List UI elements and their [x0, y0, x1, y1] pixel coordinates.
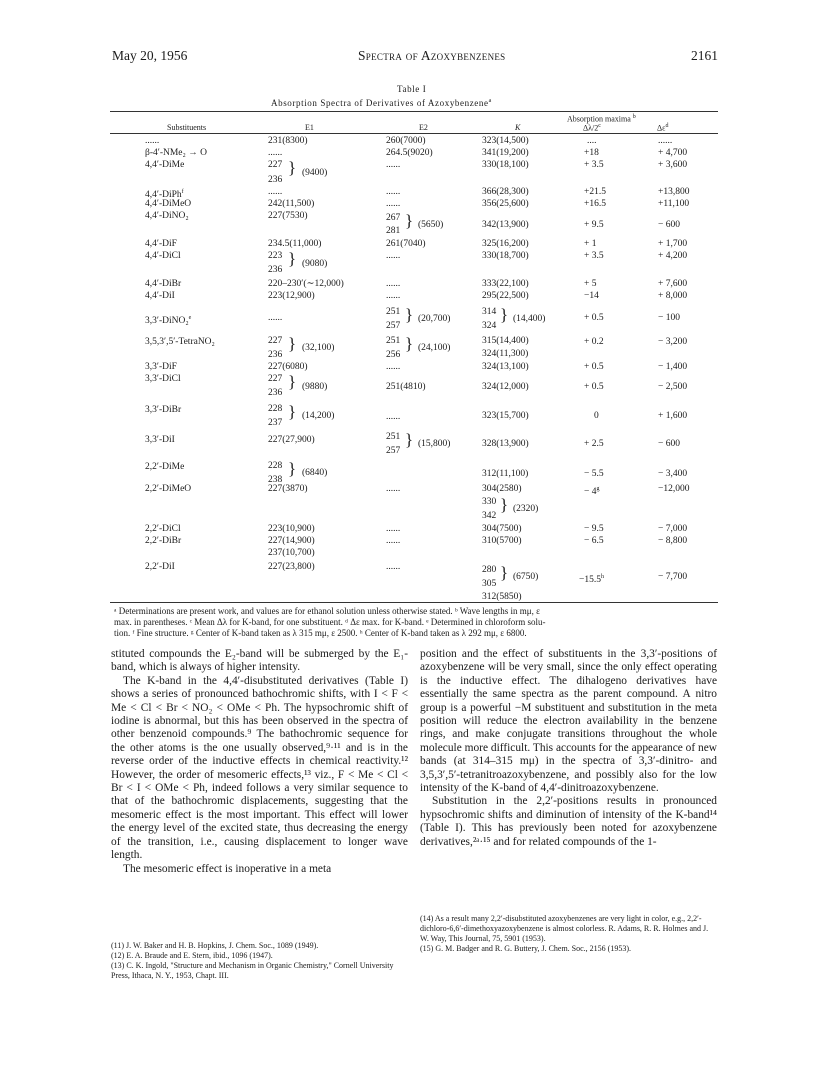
cell-substituent: 2,2′-DiMe — [145, 462, 185, 472]
cell-k: 323(14,500) — [482, 136, 529, 146]
cell-de: + 1,600 — [658, 411, 688, 421]
cell-dl-text: −15.5 — [579, 575, 601, 586]
cell-dl: + 3.5 — [584, 160, 604, 170]
cell-k: 304(7500) — [482, 524, 522, 534]
cell-de: − 3,200 — [658, 337, 688, 347]
cell-de: − 3,400 — [658, 469, 688, 479]
cell-dl: − 5.5 — [584, 469, 604, 479]
table-row — [0, 524, 829, 535]
col-header-dl-text: Δλ/2 — [583, 123, 599, 133]
cell-de: − 600 — [658, 439, 680, 449]
cell-k-a: 314 — [482, 307, 497, 317]
cell-k: 304(2580) — [482, 484, 522, 494]
cell-k-2: 312(5850) — [482, 592, 522, 602]
cell-e2: ...... — [386, 524, 401, 534]
cell-de: − 7,700 — [658, 572, 688, 582]
table-row — [0, 158, 829, 185]
cell-dl: + 0.5 — [584, 313, 604, 323]
cell-k: 295(22,500) — [482, 291, 529, 301]
cell-e2: ...... — [386, 362, 401, 372]
cell-e2: ...... — [386, 412, 401, 422]
group-header-text: Absorption maxima — [567, 114, 631, 124]
cell-dl: − 9.5 — [584, 524, 604, 534]
cell-k: 342(13,900) — [482, 220, 529, 230]
cell-substituent-mark: f — [181, 189, 184, 195]
cell-e1-value: (9880) — [302, 382, 328, 392]
table-title — [271, 98, 492, 108]
cell-e1: 242(11,500) — [268, 199, 315, 209]
cell-k-value: (2320) — [513, 504, 539, 514]
cell-k: 323(15,700) — [482, 411, 529, 421]
cell-e2-value: (15,800) — [418, 439, 451, 449]
cell-e1-a: 228 — [268, 461, 283, 471]
cell-e2-value: (5650) — [418, 220, 444, 230]
cell-dl: −14 — [584, 291, 599, 301]
cell-e1-a: 228 — [268, 404, 283, 414]
cell-dl: + 9.5 — [584, 220, 604, 230]
table-footnote-3: tion. ᶠ Fine structure. ᵍ Center of K-band taken as λ 315 mμ, ε 2500. ʰ Center of K-band taken as λ 292 mμ, ε 6800. — [114, 628, 527, 638]
cell-k: 330(18,700) — [482, 251, 529, 261]
cell-e1: 227(27,900) — [268, 435, 315, 445]
cell-e2-b: 257 — [386, 321, 401, 331]
cell-de: + 3,600 — [658, 160, 688, 170]
cell-e1: 227(6080) — [268, 362, 308, 372]
cell-substituent: 3,3′-DiI — [145, 435, 175, 445]
cell-dl: + 1 — [584, 239, 597, 249]
cell-substituent: 4,4′-DiCl — [145, 251, 181, 261]
cell-dl: + 2.5 — [584, 439, 604, 449]
cell-e1: ...... — [268, 187, 283, 197]
cell-e1-a: 227 — [268, 374, 283, 384]
reference-item: (15) G. M. Badger and R. G. Buttery, J. Chem. Soc., 2156 (1953). — [420, 944, 632, 953]
cell-e2: ...... — [386, 291, 401, 301]
running-header-title: Spectra of Azoxybenzenes — [358, 48, 506, 63]
brace-icon: } — [405, 211, 414, 230]
cell-dl-mark: h — [600, 574, 604, 580]
table-row — [0, 148, 829, 159]
right-column — [420, 648, 717, 849]
cell-substituent: 3,3′-DiBr — [145, 405, 182, 415]
cell-e1: 227(7530) — [268, 211, 308, 221]
table-row — [0, 402, 829, 428]
table-row — [0, 211, 829, 236]
cell-e2: ...... — [386, 279, 401, 289]
table-row — [0, 136, 829, 147]
paragraph: position and the effect of substituents in the 3,3′-positions of azoxybenzene will be very small, since the only effect operating is the inductive effect. The dihalogeno derivatives have essentially the same spectra as the parent compound. A nitro group is a powerful −M substituent and substitution in the meta position will reduce the electron availability in the benzene rings, and make conjugate transitions throughout the whole molecule more difficult. This accounts for the appearance of new bands (at 314–315 mμ) in the spectra of 3,3′-dinitro- and 3,5,3′,5′-tetranitroazoxybenzene, and possibly also for the low intensity of the K-band of 4,4′-dinitroazoxybenzene. — [420, 648, 717, 795]
brace-icon: } — [405, 305, 414, 324]
brace-icon: } — [288, 158, 297, 177]
cell-e1-b: 236 — [268, 350, 283, 360]
col-header-de-text: Δε — [657, 123, 666, 133]
brace-icon: } — [288, 334, 297, 353]
cell-dl: +16.5 — [584, 199, 606, 209]
running-header-date: May 20, 1956 — [112, 48, 188, 63]
cell-e2-b: 281 — [386, 226, 401, 236]
cell-substituent-mark: e — [188, 315, 192, 321]
cell-k: 366(28,300) — [482, 187, 529, 197]
cell-dl — [579, 572, 604, 586]
cell-k: 356(25,600) — [482, 199, 529, 209]
table-top-rule — [110, 111, 718, 112]
cell-e1: 234.5(11,000) — [268, 239, 322, 249]
cell-e1: 227(23,800) — [268, 562, 315, 572]
cell-substituent: 2,2′-DiMeO — [145, 484, 192, 494]
cell-de: + 8,000 — [658, 291, 688, 301]
cell-e2: ...... — [386, 160, 401, 170]
cell-substituent-text: 4,4′-DiPh — [145, 190, 182, 201]
cell-e2: ...... — [386, 484, 401, 494]
cell-e2: ...... — [386, 187, 401, 197]
cell-de: + 4,700 — [658, 148, 688, 158]
cell-e2-b: 257 — [386, 446, 401, 456]
cell-substituent: 2,2′-DiBr — [145, 536, 182, 546]
cell-de: +13,800 — [658, 187, 690, 197]
cell-e1-value: (32,100) — [302, 343, 335, 353]
cell-e1: 227(14,900) — [268, 536, 315, 546]
brace-icon: } — [500, 305, 509, 324]
table-footnote-1: ᵃ Determinations are present work, and values are for ethanol solution unless otherwise stated. ᵇ Wave lengths in mμ, ε — [114, 606, 540, 616]
table-row — [0, 536, 829, 558]
cell-substituent: 4,4′-DiMe — [145, 160, 185, 170]
cell-k-value: (6750) — [513, 572, 539, 582]
col-header-e2: E2 — [419, 123, 428, 132]
cell-k-a: 330 — [482, 497, 497, 507]
cell-de: − 2,500 — [658, 382, 688, 392]
cell-dl: + 5 — [584, 279, 597, 289]
table-row — [0, 430, 829, 456]
col-header-dl — [583, 123, 601, 133]
reference-item: (12) E. A. Braude and E. Stern, ibid., 1096 (1947). — [111, 951, 273, 960]
cell-e1-b: 236 — [268, 265, 283, 275]
page-number: 2161 — [691, 48, 718, 63]
cell-dl: + 0.2 — [584, 337, 604, 347]
cell-dl — [584, 484, 599, 498]
cell-de: −12,000 — [658, 484, 690, 494]
paragraph: The mesomeric effect is inoperative in a meta — [123, 862, 332, 875]
cell-e2-value: (20,700) — [418, 314, 451, 324]
brace-icon: } — [288, 249, 297, 268]
table-header-rule — [110, 133, 718, 134]
cell-k-a: 280 — [482, 565, 497, 575]
cell-e2: ...... — [386, 536, 401, 546]
group-header — [567, 114, 636, 124]
cell-de: − 1,400 — [658, 362, 688, 372]
cell-e1: 227(3870) — [268, 484, 308, 494]
cell-dl: + 3.5 — [584, 251, 604, 261]
col-header-e1: E1 — [305, 123, 314, 132]
cell-e1-a: 223 — [268, 251, 283, 261]
cell-dl-text: − 4 — [584, 487, 597, 498]
cell-de: + 1,700 — [658, 239, 688, 249]
table-row — [0, 305, 829, 331]
brace-icon: } — [405, 430, 414, 449]
cell-e1: 220–230′(∼12,000) — [268, 279, 344, 289]
table-row — [0, 187, 829, 201]
table-title-mark: a — [488, 98, 492, 104]
cell-e1: ...... — [268, 313, 283, 323]
cell-de: − 8,800 — [658, 536, 688, 546]
cell-de: − 600 — [658, 220, 680, 230]
table-row — [0, 239, 829, 250]
cell-substituent: 3,3′-DiF — [145, 362, 177, 372]
cell-substituent: 4,4′-DiF — [145, 239, 177, 249]
cell-dl: +21.5 — [584, 187, 606, 197]
cell-dl: .... — [587, 136, 597, 146]
cell-e1-a: 227 — [268, 336, 283, 346]
brace-icon: } — [405, 334, 414, 353]
cell-e2: 251(4810) — [386, 382, 426, 392]
cell-e2: ...... — [386, 199, 401, 209]
cell-de: + 7,600 — [658, 279, 688, 289]
table-row — [0, 484, 829, 521]
cell-dl: − 6.5 — [584, 536, 604, 546]
cell-k-b: 342 — [482, 511, 497, 521]
cell-k: 310(5700) — [482, 536, 522, 546]
cell-dl: 0 — [594, 411, 599, 421]
brace-icon: } — [500, 563, 509, 582]
cell-k: 324(12,000) — [482, 382, 529, 392]
left-column — [111, 648, 408, 876]
cell-k: 333(22,100) — [482, 279, 529, 289]
brace-icon: } — [288, 459, 297, 478]
cell-e1-value: (14,200) — [302, 411, 335, 421]
cell-e2: 261(7040) — [386, 239, 426, 249]
cell-substituent: 3,5,3′,5′-TetraNO₂ — [145, 337, 215, 347]
cell-e1-value: (9400) — [302, 168, 328, 178]
cell-dl-mark: g — [596, 486, 600, 492]
cell-dl: +18 — [584, 148, 599, 158]
table-row — [0, 372, 829, 398]
cell-substituent-text: 3,3′-DiNO₂ — [145, 316, 189, 327]
cell-k: 324(13,100) — [482, 362, 529, 372]
cell-e1-2: 237(10,700) — [268, 548, 315, 558]
cell-e1: 223(10,900) — [268, 524, 315, 534]
cell-e1-b: 236 — [268, 388, 283, 398]
references-right — [420, 914, 717, 954]
table-row — [0, 291, 829, 302]
cell-e2: ...... — [386, 562, 401, 572]
paragraph: The K-band in the 4,4′-disubstituted derivatives (Table I) shows a series of pronounced bathochromic shifts, with I < F < Me < Cl < Br < NO₂ < OMe < Ph. The hypsochromic shift of iodine is abnormal, but this has been observed in the spectra of other benzenoid compounds.⁹ The bathochromic sequence for the other atoms is the one usually observed,⁹·¹¹ and is in the reverse order of the inductive effects in chemical reactivity.¹² However, the order of mesomeric effects,¹³ viz., F < Me < Cl < Br < I < OMe < Ph, indeed follows a very similar sequence to that of the bathochromic displacements, suggesting that the mesomeric effect is the most important. This effect will lower the energy level of the excited state, thus decreasing the energy of the transition, i.e., causing displacement to longer wave length. — [111, 674, 408, 862]
cell-substituent: 4,4′-DiNO₂ — [145, 211, 189, 221]
cell-de: − 100 — [658, 313, 680, 323]
cell-e1-a: 227 — [268, 160, 283, 170]
cell-k: 312(11,100) — [482, 469, 529, 479]
paragraph: stituted compounds the E₂-band will be submerged by the E₁-band, which is always of higher intensity. — [111, 648, 408, 674]
reference-item: (11) J. W. Baker and H. B. Hopkins, J. Chem. Soc., 1089 (1949). — [111, 941, 319, 950]
cell-substituent: 4,4′-DiBr — [145, 279, 182, 289]
cell-substituent: 2,2′-DiI — [145, 562, 175, 572]
paragraph: Substitution in the 2,2′-positions results in pronounced hypsochromic shifts and diminution of intensity of the K-band¹⁴ (Table I). This has previously been noted for azoxybenzene derivatives,²ᵃ·¹⁵ and for related compounds of the 1- — [420, 795, 717, 848]
cell-k: 328(13,900) — [482, 439, 529, 449]
cell-de: − 7,000 — [658, 524, 688, 534]
cell-de: ...... — [658, 136, 673, 146]
col-header-de — [657, 123, 669, 133]
cell-de: +11,100 — [658, 199, 690, 209]
cell-e1: 223(12,900) — [268, 291, 315, 301]
col-header-de-mark: d — [665, 123, 669, 129]
cell-e1-value: (9080) — [302, 259, 328, 269]
cell-substituent: 3,3′-DiCl — [145, 374, 181, 384]
cell-e2-value: (24,100) — [418, 343, 451, 353]
table-row — [0, 562, 829, 602]
table-label: Table I — [397, 84, 427, 94]
cell-substituent — [145, 313, 191, 327]
cell-e2: ...... — [386, 251, 401, 261]
col-header-substituents: Substituents — [167, 123, 207, 132]
table-row — [0, 279, 829, 290]
cell-substituent: β-4′-NMe₂ → O — [145, 148, 207, 158]
cell-k: 341(19,200) — [482, 148, 529, 158]
cell-e2-b: 256 — [386, 350, 401, 360]
table-row — [0, 362, 829, 373]
cell-dl: + 0.5 — [584, 362, 604, 372]
cell-e2-a: 251 — [386, 432, 401, 442]
cell-e2: 260(7000) — [386, 136, 426, 146]
cell-e2: 264.5(9020) — [386, 148, 433, 158]
cell-e1-b: 238 — [268, 475, 283, 485]
table-title-text: Absorption Spectra of Derivatives of Azoxybenzene — [271, 98, 489, 108]
cell-k-b: 305 — [482, 579, 497, 589]
cell-k-2: 324(11,300) — [482, 349, 529, 359]
cell-k: 315(14,400) — [482, 336, 529, 346]
table-row — [0, 199, 829, 210]
reference-item: (14) As a result many 2,2′-disubstituted azoxybenzenes are very light in color, e.g., 2,2′-dichloro-6,6′-dimethoxyazoxybenzene is almost colorless. R. Adams, R. R. Holmes and J. W. Way, This Journal, 75, 5901 (1953). — [420, 914, 709, 943]
cell-substituent: 4,4′-DiMeO — [145, 199, 192, 209]
table-footnote-2: max. in parentheses. ᶜ Mean Δλ for K-band, for one substituent. ᵈ Δε max. for K-band. ᵉ Determined in chloroform solu- — [114, 617, 546, 627]
cell-de: + 4,200 — [658, 251, 688, 261]
cell-e1: ...... — [268, 148, 283, 158]
cell-e2-a: 251 — [386, 336, 401, 346]
references-left — [111, 941, 408, 981]
brace-icon: } — [288, 372, 297, 391]
col-header-k: K — [515, 123, 521, 132]
cell-e1: 231(8300) — [268, 136, 308, 146]
reference-item: (13) C. K. Ingold, "Structure and Mechanism in Organic Chemistry," Cornell University Press, Ithaca, N. Y., 1953, Chapt. III. — [111, 961, 394, 980]
cell-substituent: 2,2′-DiCl — [145, 524, 181, 534]
cell-k: 325(16,200) — [482, 239, 529, 249]
cell-e1-b: 237 — [268, 418, 283, 428]
cell-dl: + 0.5 — [584, 382, 604, 392]
cell-e2-a: 267 — [386, 213, 401, 223]
brace-icon: } — [288, 402, 297, 421]
col-header-dl-mark: c — [598, 123, 601, 129]
cell-substituent: 4,4′-DiI — [145, 291, 175, 301]
cell-substituent: ...... — [145, 136, 160, 146]
group-header-mark: b — [632, 114, 636, 120]
table-bottom-rule — [110, 602, 718, 603]
brace-icon: } — [500, 495, 509, 514]
table-row — [0, 334, 829, 360]
cell-k-b: 324 — [482, 321, 497, 331]
cell-e1-b: 236 — [268, 175, 283, 185]
cell-e2-a: 251 — [386, 307, 401, 317]
cell-k: 330(18,100) — [482, 160, 529, 170]
cell-k-value: (14,400) — [513, 314, 546, 324]
cell-e1-value: (6840) — [302, 468, 328, 478]
table-row — [0, 249, 829, 275]
table-row — [0, 459, 829, 485]
